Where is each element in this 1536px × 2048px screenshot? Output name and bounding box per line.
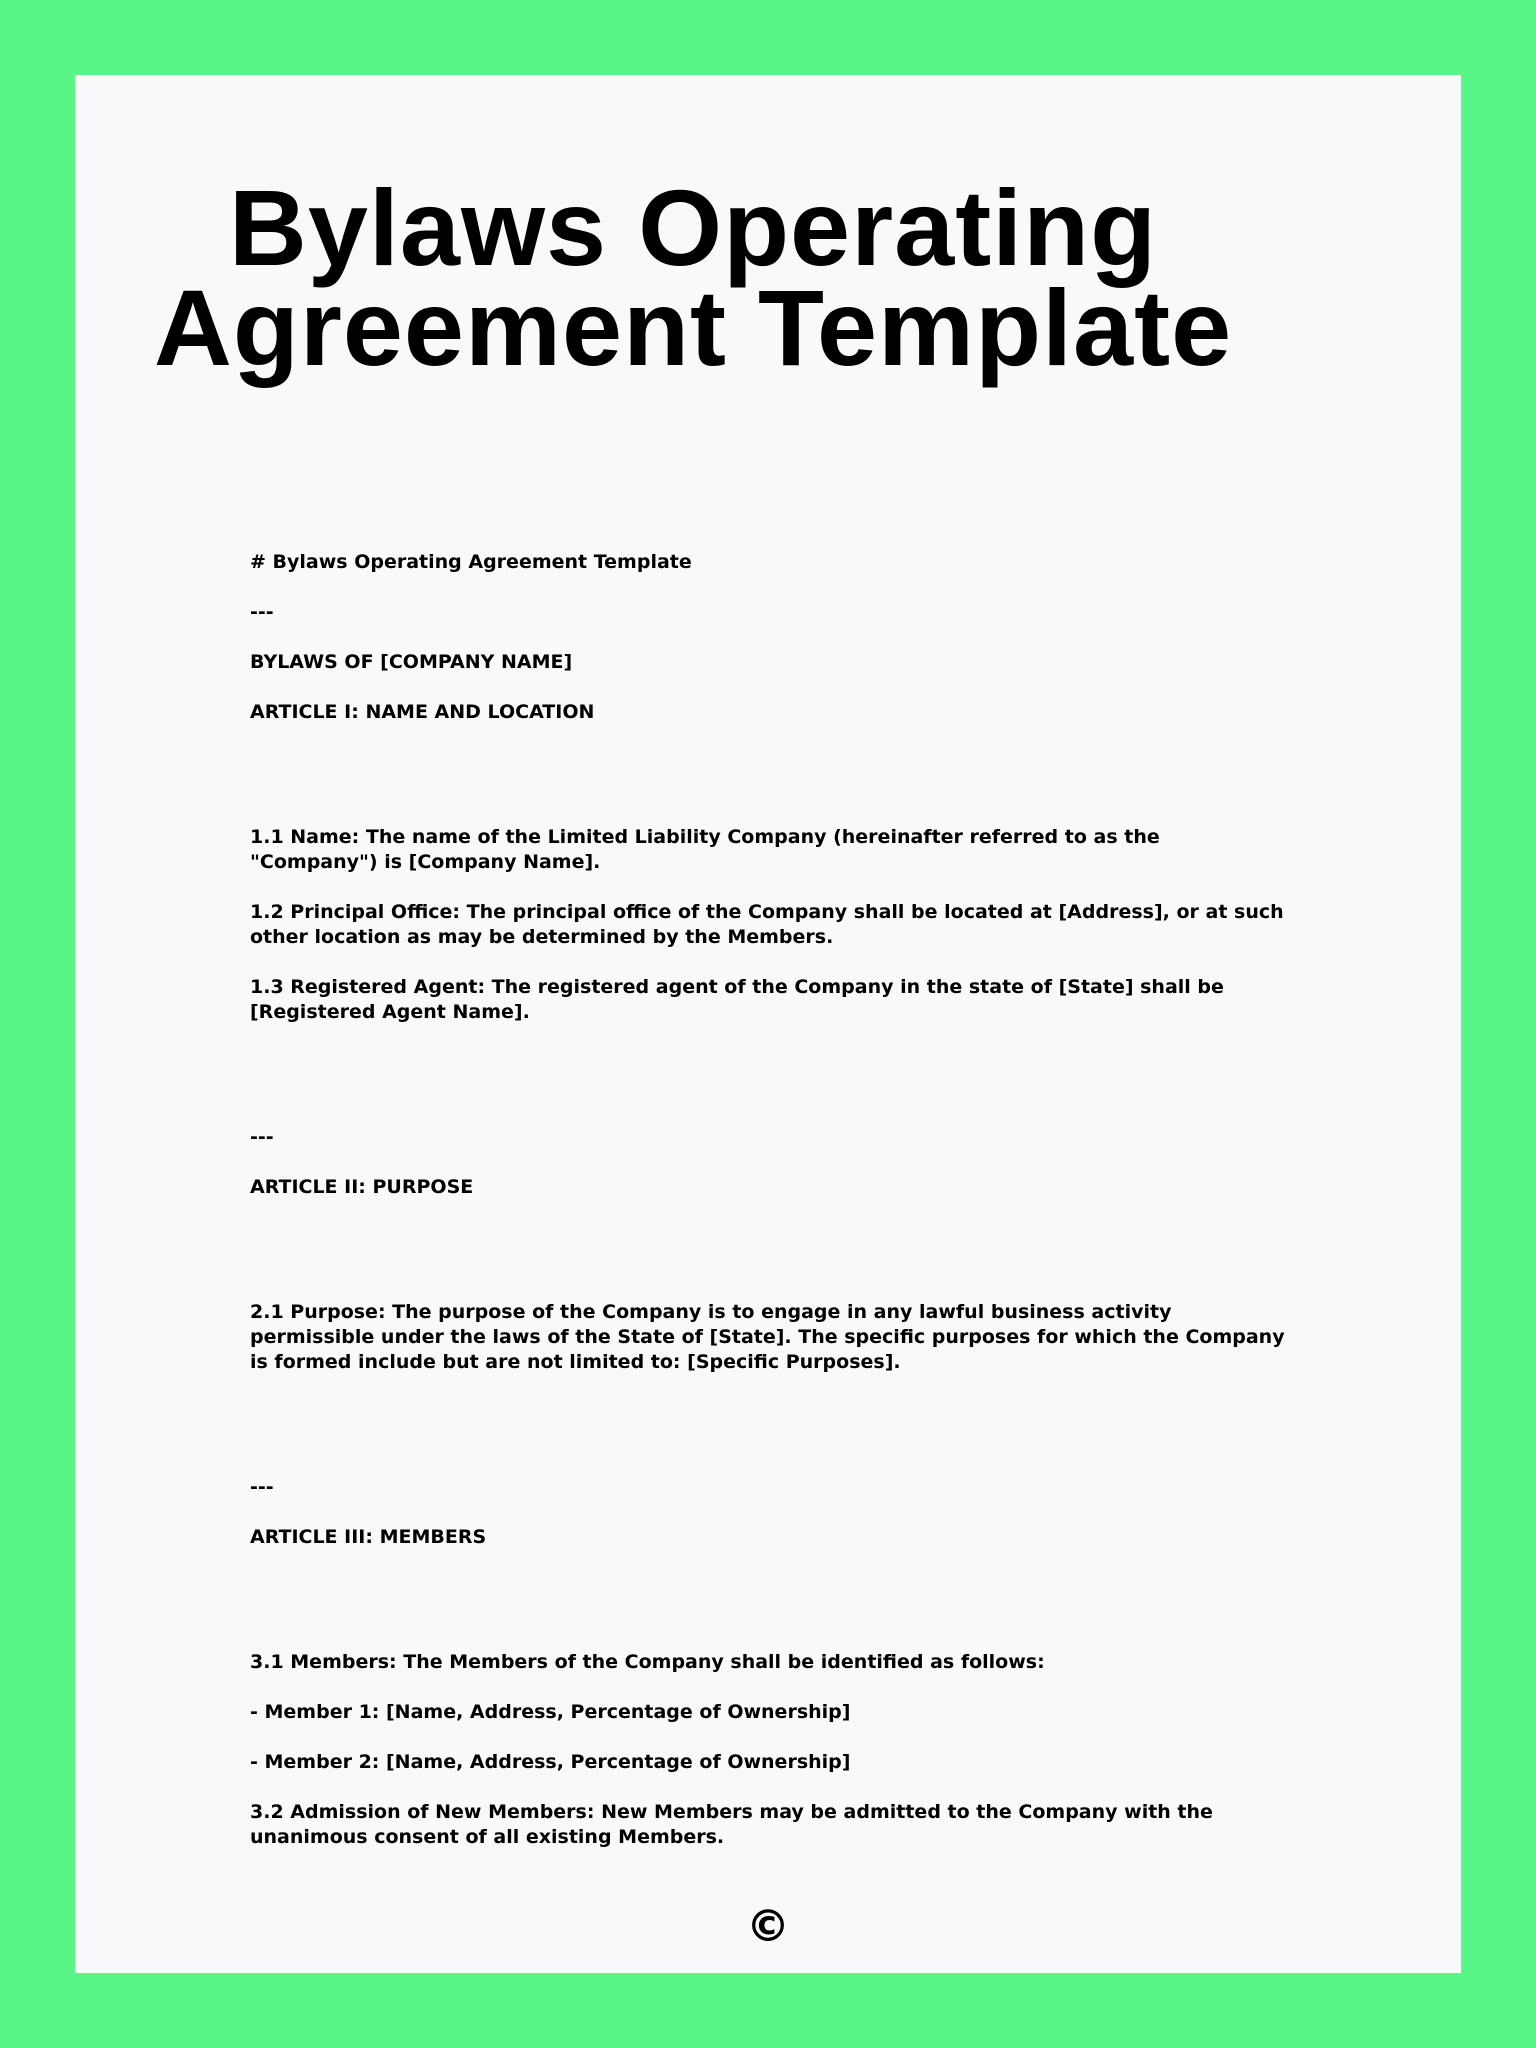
bylaws-of: BYLAWS OF [COMPANY NAME] xyxy=(250,651,573,673)
section-2-1: 2.1 Purpose: The purpose of the Company is to engage in any lawful business activity permissible under the laws of the State of [State]. The specific purposes for which the Company is formed include but are not limited to: [Specific Purposes]. xyxy=(250,1301,1285,1373)
section-1-3: 1.3 Registered Agent: The registered agent of the Company in the state of [State] shall be [Registered Agent Name]. xyxy=(250,976,1224,1023)
document-body xyxy=(250,550,1290,1850)
section-1-2: 1.2 Principal Office: The principal office of the Company shall be located at [Address], or at such other location as may be determined by the Members. xyxy=(250,901,1284,948)
separator: --- xyxy=(250,601,274,623)
section-3-1: 3.1 Members: The Members of the Company shall be identified as follows: xyxy=(250,1651,1045,1673)
separator: --- xyxy=(250,1476,274,1498)
member-2: - Member 2: [Name, Address, Percentage of Ownership] xyxy=(250,1751,851,1773)
markdown-heading: # Bylaws Operating Agreement Template xyxy=(250,551,692,573)
section-3-2: 3.2 Admission of New Members: New Members may be admitted to the Company with the unanimous consent of all existing Members. xyxy=(250,1801,1213,1848)
article-3-heading: ARTICLE III: MEMBERS xyxy=(250,1526,487,1548)
article-2-heading: ARTICLE II: PURPOSE xyxy=(250,1176,474,1198)
article-1-heading: ARTICLE I: NAME AND LOCATION xyxy=(250,701,595,723)
document-title: Bylaws Operating Agreement Template xyxy=(153,167,1233,388)
section-1-1: 1.1 Name: The name of the Limited Liability Company (hereinafter referred to as the "Company") is [Company Name]. xyxy=(250,826,1160,873)
member-1: - Member 1: [Name, Address, Percentage of Ownership] xyxy=(250,1701,851,1723)
copyright-icon: © xyxy=(746,1901,790,1952)
separator: --- xyxy=(250,1126,274,1148)
